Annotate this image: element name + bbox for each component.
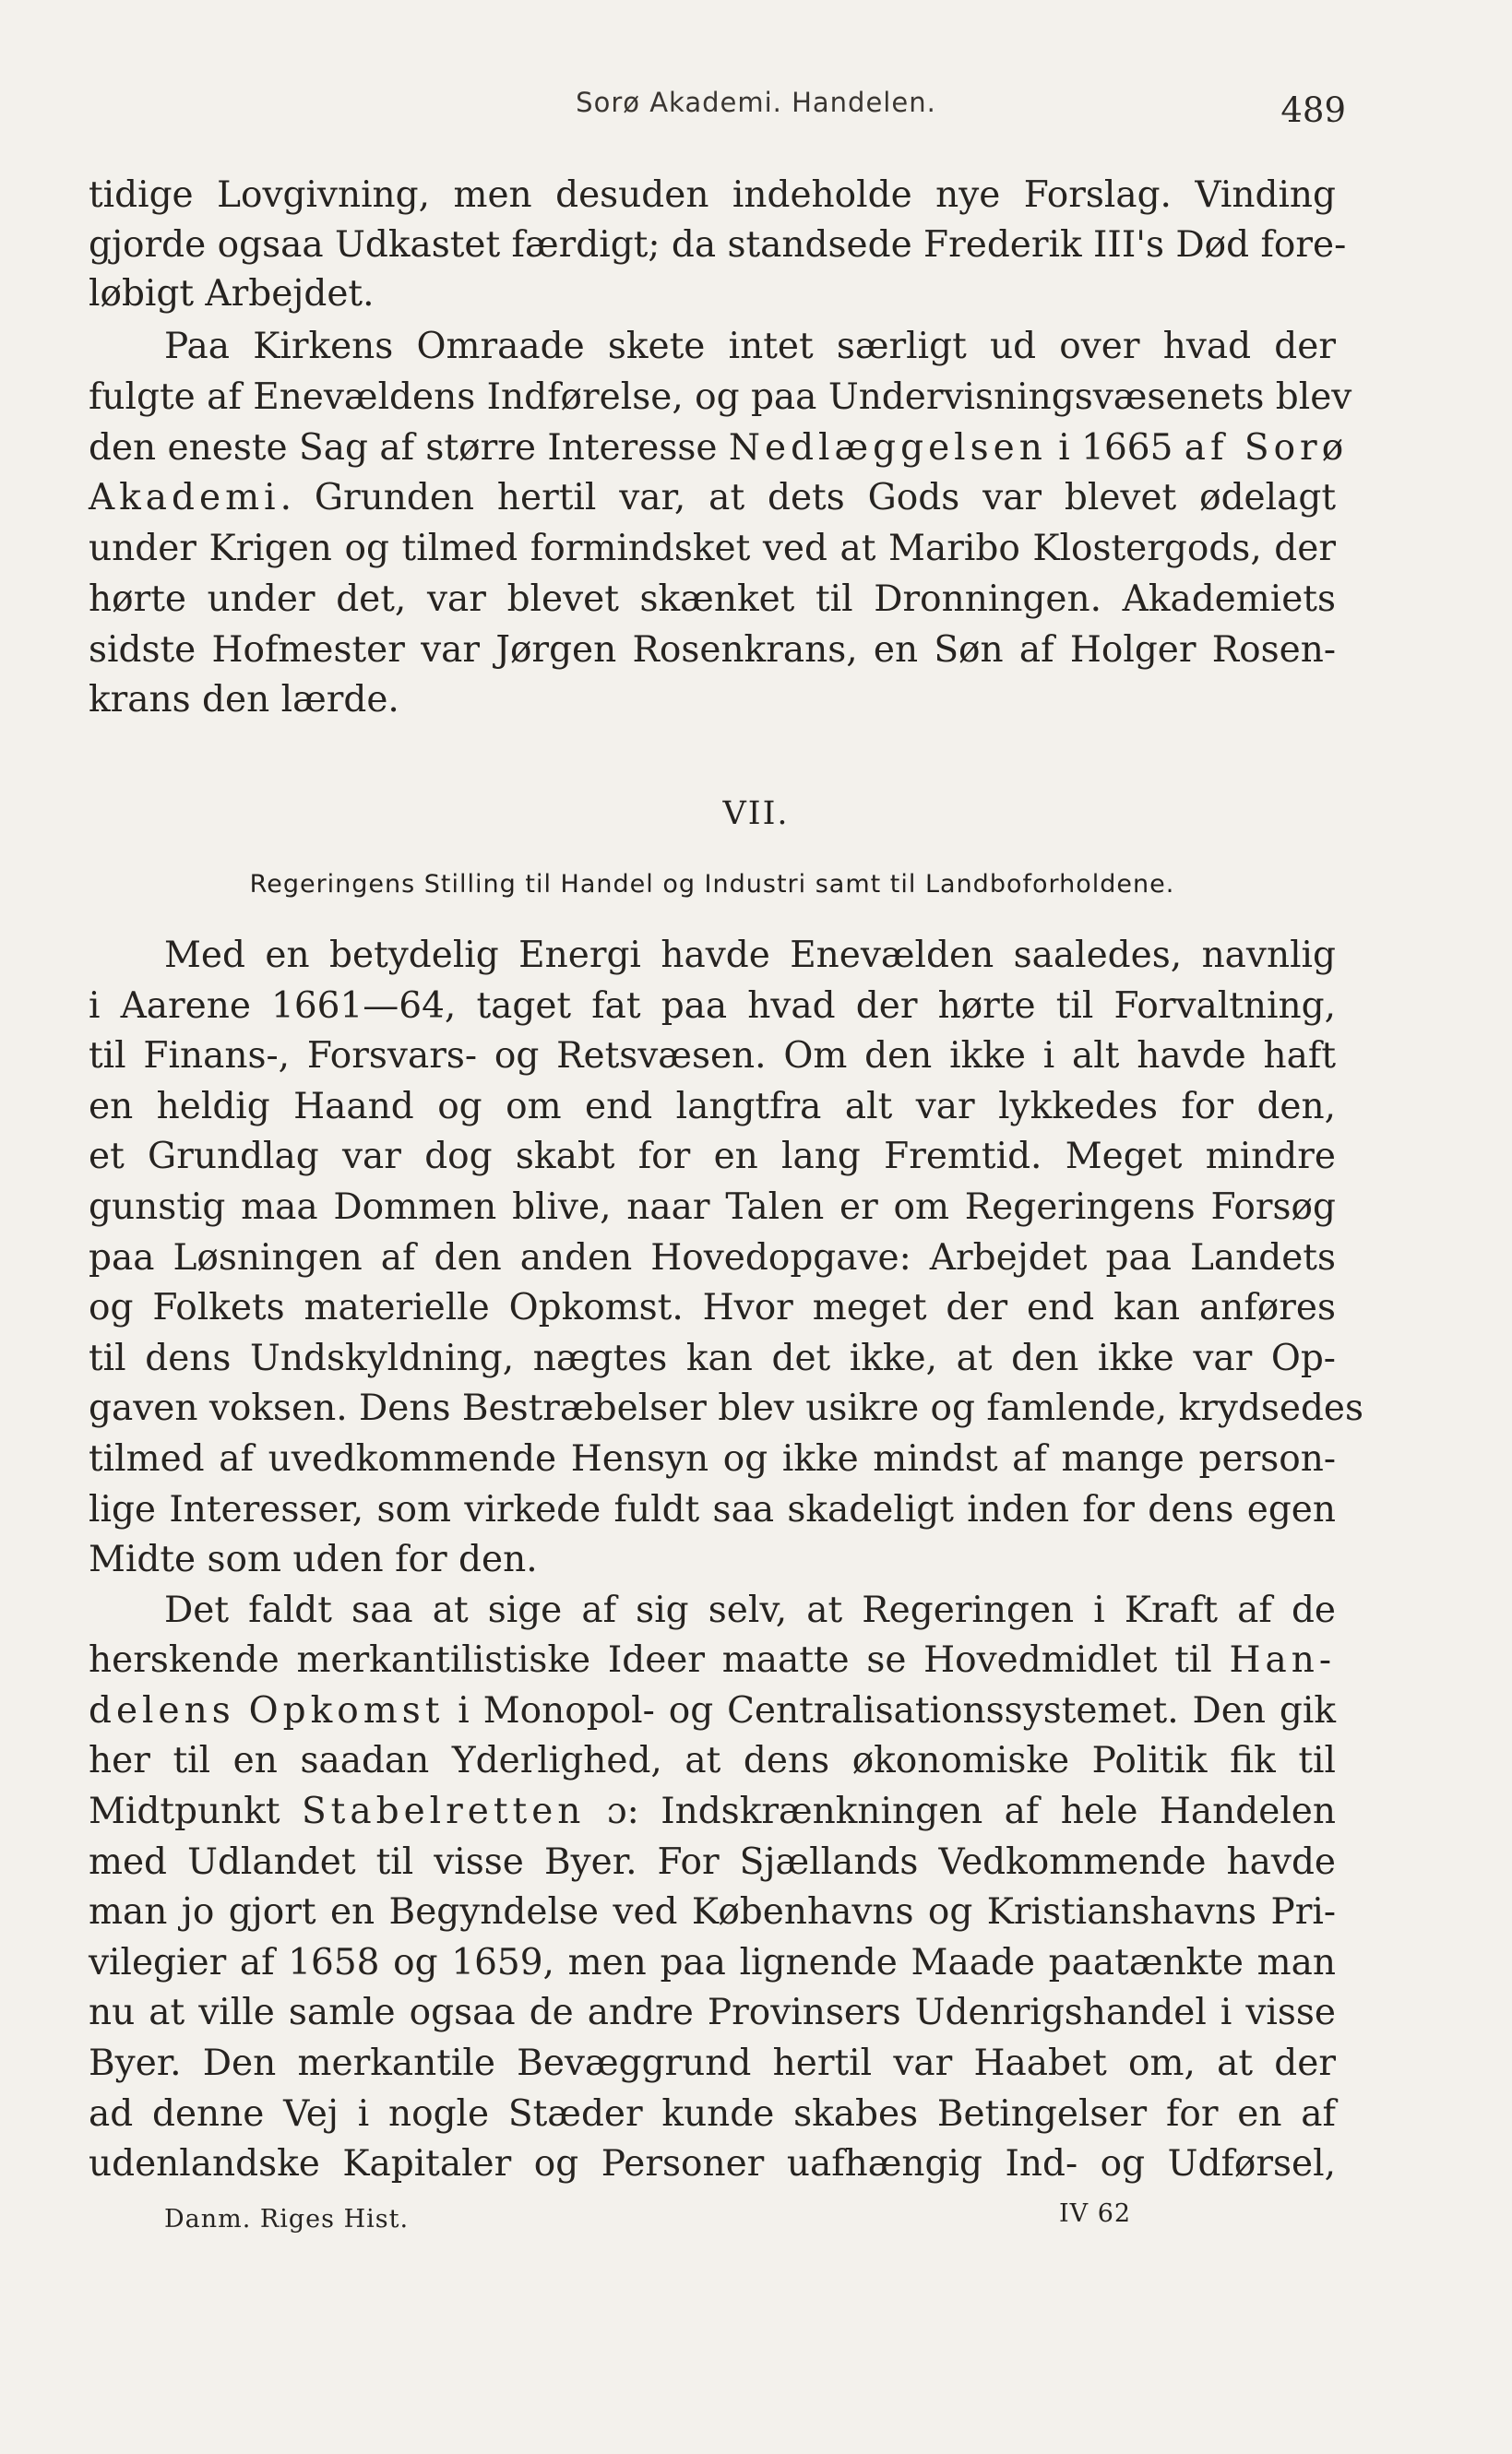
section-number: VII. [722, 795, 790, 832]
text-line: sidste Hofmester var Jørgen Rosenkrans, en Søn af Holger Rosen- [89, 629, 1336, 671]
spaced-emphasis: delens [89, 1690, 235, 1732]
text-line: vilegier af 1658 og 1659, men paa lignende Maade paatænkte man [89, 1942, 1336, 1983]
text-line: hørte under det, var blevet skænket til Dronningen. Akademiets [89, 578, 1336, 620]
text-fragment: den eneste Sag af større Interesse [89, 427, 729, 469]
text-line: Byer. Den merkantile Bevæggrund hertil var Haabet om, at der [89, 2043, 1336, 2084]
text-line: nu at ville samle ogsaa de andre Provinsers Udenrigshandel i visse [89, 1992, 1336, 2033]
signature-right: IV 62 [1059, 2199, 1132, 2228]
text-line: løbigt Arbejdet. [89, 273, 375, 315]
text-line: tidige Lovgivning, men desuden indeholde nye Forslag. Vinding [89, 174, 1336, 216]
running-head: Sorø Akademi. Handelen. [576, 87, 936, 118]
text-line: udenlandske Kapitaler og Personer uafhængig Ind- og Udførsel, [89, 2143, 1336, 2185]
text-line: og Folkets materielle Opkomst. Hvor meget der end kan anføres [89, 1287, 1336, 1328]
text-line [89, 1637, 1336, 1685]
text-line: paa Løsningen af den anden Hovedopgave: Arbejdet paa Landets [89, 1237, 1336, 1279]
text-line: man jo gjort en Begyndelse ved Københavns og Kristianshavns Pri- [89, 1891, 1336, 1933]
text-line: med Udlandet til visse Byer. For Sjællands Vedkommende havde [89, 1841, 1336, 1883]
text-line [89, 1687, 1336, 1735]
text-line [89, 424, 1349, 472]
text-line: under Krigen og tilmed formindsket ved at Maribo Klostergods, der [89, 528, 1336, 569]
spaced-emphasis: Opkomst [248, 1690, 445, 1732]
page-number: 489 [1280, 90, 1346, 130]
text-line: her til en saadan Yderlighed, at dens økonomiske Politik fik til [89, 1740, 1336, 1781]
text-line: Med en betydelig Energi havde Enevælden saaledes, navnlig [164, 935, 1336, 976]
spaced-emphasis: Akademi [89, 477, 280, 518]
spaced-emphasis: af Sorø [1184, 427, 1349, 469]
spaced-emphasis: Stabelretten [301, 1791, 586, 1832]
text-fragment: herskende merkantilistiske Ideer maatte se Hovedmidlet til [89, 1639, 1230, 1681]
text-line: Midte som uden for den. [89, 1539, 538, 1580]
text-line: ad denne Vej i nogle Stæder kunde skabes Betingelser for en af [89, 2093, 1336, 2135]
text-line [89, 1788, 1336, 1836]
text-line: tilmed af uvedkommende Hensyn og ikke mindst af mange person- [89, 1438, 1336, 1480]
text-line: krans den lærde. [89, 679, 399, 721]
text-line: lige Interesser, som virkede fuldt saa skadeligt inden for dens egen [89, 1489, 1336, 1531]
text-line: fulgte af Enevældens Indførelse, og paa Undervisningsvæsenets blev [89, 376, 1352, 418]
text-line [89, 474, 1336, 522]
text-fragment: . Grunden hertil var, at dets Gods var blevet ødelagt [280, 477, 1336, 518]
spaced-emphasis: Han- [1229, 1639, 1336, 1681]
text-line: gjorde ogsaa Udkastet færdigt; da standsede Frederik III's Død fore- [89, 224, 1347, 266]
text-line: en heldig Haand og om end langtfra alt var lykkedes for den, [89, 1086, 1336, 1127]
text-fragment: Midtpunkt [89, 1791, 302, 1832]
text-fragment: i 1665 [1046, 427, 1185, 469]
text-line: til Finans-, Forsvars- og Retsvæsen. Om den ikke i alt havde haft [89, 1035, 1336, 1077]
text-line: til dens Undskyldning, nægtes kan det ikke, at den ikke var Op- [89, 1338, 1336, 1379]
text-line: Paa Kirkens Omraade skete intet særligt ud over hvad der [164, 326, 1336, 367]
text-fragment: ɔ: Indskrænkningen af hele Handelen [585, 1791, 1337, 1832]
spaced-emphasis: Nedlæggelsen [728, 427, 1047, 469]
text-fragment: i Monopol- og Centralisationssystemet. Den gik [444, 1690, 1336, 1732]
text-line: gaven voksen. Dens Bestræbelser blev usikre og famlende, krydsedes [89, 1388, 1364, 1429]
signature-left: Danm. Riges Hist. [164, 2205, 410, 2234]
text-line: et Grundlag var dog skabt for en lang Fremtid. Meget mindre [89, 1136, 1336, 1177]
text-fragment [235, 1690, 249, 1732]
section-title: Regeringens Stilling til Handel og Industri samt til Landboforholdene. [249, 870, 1175, 899]
text-line: gunstig maa Dommen blive, naar Talen er om Regeringens Forsøg [89, 1186, 1336, 1228]
text-line: i Aarene 1661—64, taget fat paa hvad der hørte til Forvaltning, [89, 985, 1336, 1027]
text-line: Det faldt saa at sige af sig selv, at Regeringen i Kraft af de [164, 1590, 1336, 1631]
